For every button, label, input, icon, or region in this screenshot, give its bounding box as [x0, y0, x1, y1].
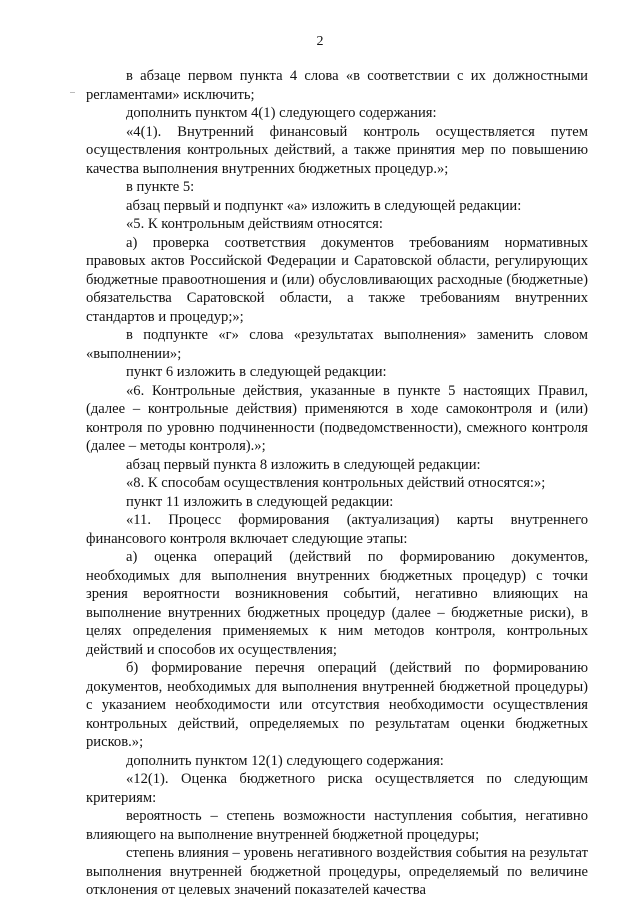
paragraph: дополнить пунктом 4(1) следующего содержания:	[126, 105, 437, 121]
paragraph: «4(1). Внутренний финансовый контроль осуществляется путем осуществления контрольных действий, а также принятия мер по повышению качества выполнения внутренних бюджетных процедур.»;	[86, 123, 588, 177]
paragraph: «6. Контрольные действия, указанные в пункте 5 настоящих Правил, (далее – контрольные действия) применяются в ходе самоконтроля и (или) контроля по уровню подчиненности (подведомственности), смежного контроля (далее – методы контроля).»;	[86, 382, 588, 454]
paragraph: пункт 11 изложить в следующей редакции:	[126, 493, 394, 510]
paragraph: а) оценка операций (действий по формированию документов, необходимых для выполнения внутренних бюджетных процедур) с точки зрения вероятности возникновения событий, негативно влияющих на выполнение внутренних бюджетных процедур (далее – бюджетные риски), в целях определения применяемых к ним методов контроля, контрольных действий и способов их осуществления;	[86, 549, 588, 658]
paragraph: «8. К способам осуществления контрольных действий относятся:»;	[126, 475, 546, 491]
document-body	[86, 67, 588, 900]
scan-speck	[70, 92, 75, 93]
paragraph: «12(1). Оценка бюджетного риска осуществляется по следующим критериям:	[86, 771, 588, 806]
paragraph: а) проверка соответствия документов требованиям нормативных правовых актов Российской Федерации и Саратовской области, регулирующих бюджетные правоотношения и (или) обусловливающих расходные (бюджетные) обязательства Саратовской области, а также требованиям внутренних стандартов и процедур;»;	[86, 234, 588, 325]
paragraph: «11. Процесс формирования (актуализация) карты внутреннего финансового контроля включает следующие этапы:	[86, 512, 588, 547]
paragraph: б) формирование перечня операций (действий по формированию документов, необходимых для выполнения внутренней бюджетной процедуры) с указанием необходимости или отсутствия необходимости осуществления контрольных действий, определяемых по результатам оценки бюджетных рисков.»;	[86, 660, 588, 750]
paragraph: в пункте 5:	[126, 179, 195, 195]
paragraph: в подпункте «г» слова «результатах выполнения» заменить словом «выполнении»;	[86, 327, 588, 362]
paragraph: степень влияния – уровень негативного воздействия события на результат выполнения внутренней бюджетной процедуры, определяемый по величине отклонения от целевых значений показателей качества	[86, 845, 588, 898]
paragraph: пункт 6 изложить в следующей редакции:	[126, 364, 387, 380]
paragraph: вероятность – степень возможности наступления события, негативно влияющего на выполнение внутренней бюджетной процедуры;	[86, 808, 588, 843]
paragraph: абзац первый и подпункт «а» изложить в следующей редакции:	[126, 197, 522, 214]
paragraph: дополнить пунктом 12(1) следующего содержания:	[126, 752, 444, 769]
page-number: 2	[316, 34, 324, 49]
paragraph: в абзаце первом пункта 4 слова «в соответствии с их должностными регламентами» исключить;	[86, 68, 588, 103]
paragraph: «5. К контрольным действиям относятся:	[126, 216, 383, 232]
paragraph: абзац первый пункта 8 изложить в следующей редакции:	[126, 456, 481, 473]
